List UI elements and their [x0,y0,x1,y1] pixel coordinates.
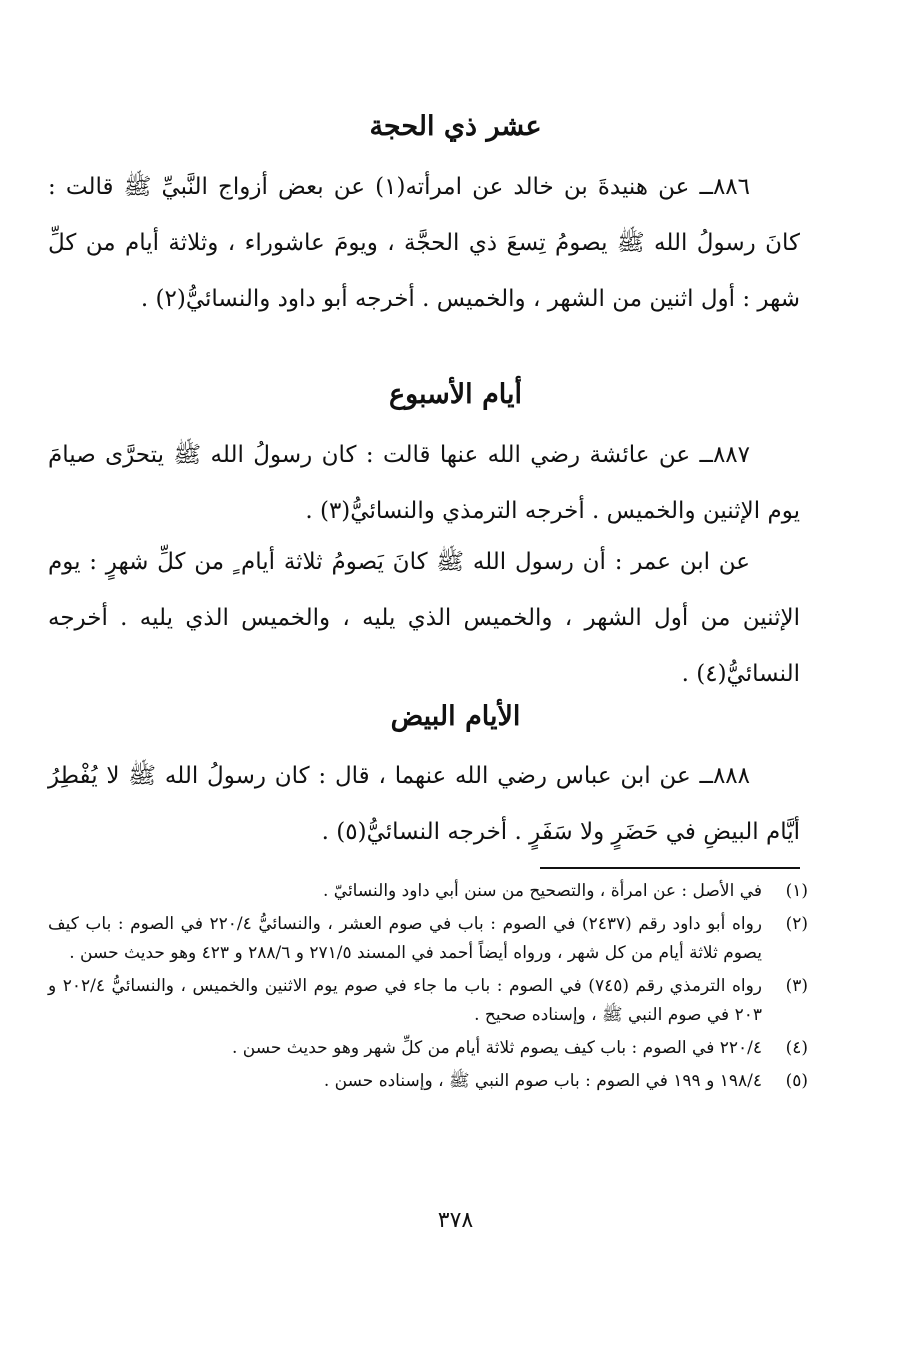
section-heading-week-days: أيام الأسبوع [388,379,523,410]
footnote-number: (٤) [785,1038,808,1058]
section-heading-dhul-hijja: عشر ذي الحجة [369,111,542,142]
footnote-text: رواه الترمذي رقم (٧٤٥) في الصوم : باب ما جاء في صوم يوم الاثنين والخميس ، والنسائيُّ ٢٠٢/٤ و ٢٠٣ في صوم النبي ﷺ ، وإسناده صحيح . [48,976,762,1025]
footnote-number: (٢) [785,914,808,934]
page-number: ٣٧٨ [437,1208,474,1233]
footnote-2 [48,910,808,968]
footnote-text: ١٩٨/٤ و ١٩٩ في الصوم : باب صوم النبي ﷺ ، وإسناده حسن . [323,1071,762,1091]
footnotes [48,877,808,1100]
hadith-887-ibn-umar [48,534,800,702]
hadith-886 [48,159,800,327]
footnote-3 [48,972,808,1030]
hadith-text: ٨٨٧ــ عن عائشة رضي الله عنها قالت : كان رسولُ الله ﷺ يتحرَّى صيامَ يوم الإثنين والخميس . أخرجه الترمذي والنسائيُّ(٣) . [48,442,800,524]
footnote-text: ٢٢٠/٤ في الصوم : باب كيف يصوم ثلاثة أيام من كلِّ شهر وهو حديث حسن . [231,1038,762,1058]
footnote-number: (٣) [785,976,808,996]
hadith-text: ٨٨٦ــ عن هنيدةَ بن خالد عن امرأته(١) عن بعض أزواج النَّبيِّ ﷺ قالت : كانَ رسولُ الله ﷺ يصومُ تِسعَ ذي الحجَّة ، ويومَ عاشوراء ، وثلاثة أيام من كلِّ شهر : أول اثنين من الشهر ، والخميس . أخرجه أبو داود والنسائيُّ(٢) . [48,174,800,312]
hadith-888 [48,748,800,860]
footnote-text: رواه أبو داود رقم (٢٤٣٧) في الصوم : باب في صوم العشر ، والنسائيُّ ٢٢٠/٤ في الصوم : باب كيف يصوم ثلاثة أيام من كل شهر ، ورواه أيضاً أحمد في المسند ٢٧١/٥ و ٢٨٨/٦ و ٤٢٣ وهو حديث حسن . [48,914,762,963]
footnote-5 [48,1067,808,1096]
section-heading-white-days: الأيام البيض [390,701,521,732]
footnote-1 [48,877,808,906]
hadith-text: ٨٨٨ــ عن ابن عباس رضي الله عنهما ، قال : كان رسولُ الله ﷺ لا يُفْطِرُ أيَّام البيضِ في حَضَرٍ ولا سَفَرٍ . أخرجه النسائيُّ(٥) . [48,763,800,845]
footnote-4 [48,1034,808,1063]
footnote-number: (٥) [785,1071,808,1091]
footnote-text: في الأصل : عن امرأة ، والتصحيح من سنن أبي داود والنسائيّ . [322,881,762,901]
hadith-text: عن ابن عمر : أن رسول الله ﷺ كانَ يَصومُ ثلاثة أيام ٍ من كلِّ شهرٍ : يوم الإثنين من أول الشهر ، والخميس الذي يليه ، والخميس الذي يليه . أخرجه النسائيُّ(٤) . [48,549,800,687]
hadith-887 [48,427,800,539]
footnote-number: (١) [785,881,808,901]
footnote-divider [540,867,800,869]
